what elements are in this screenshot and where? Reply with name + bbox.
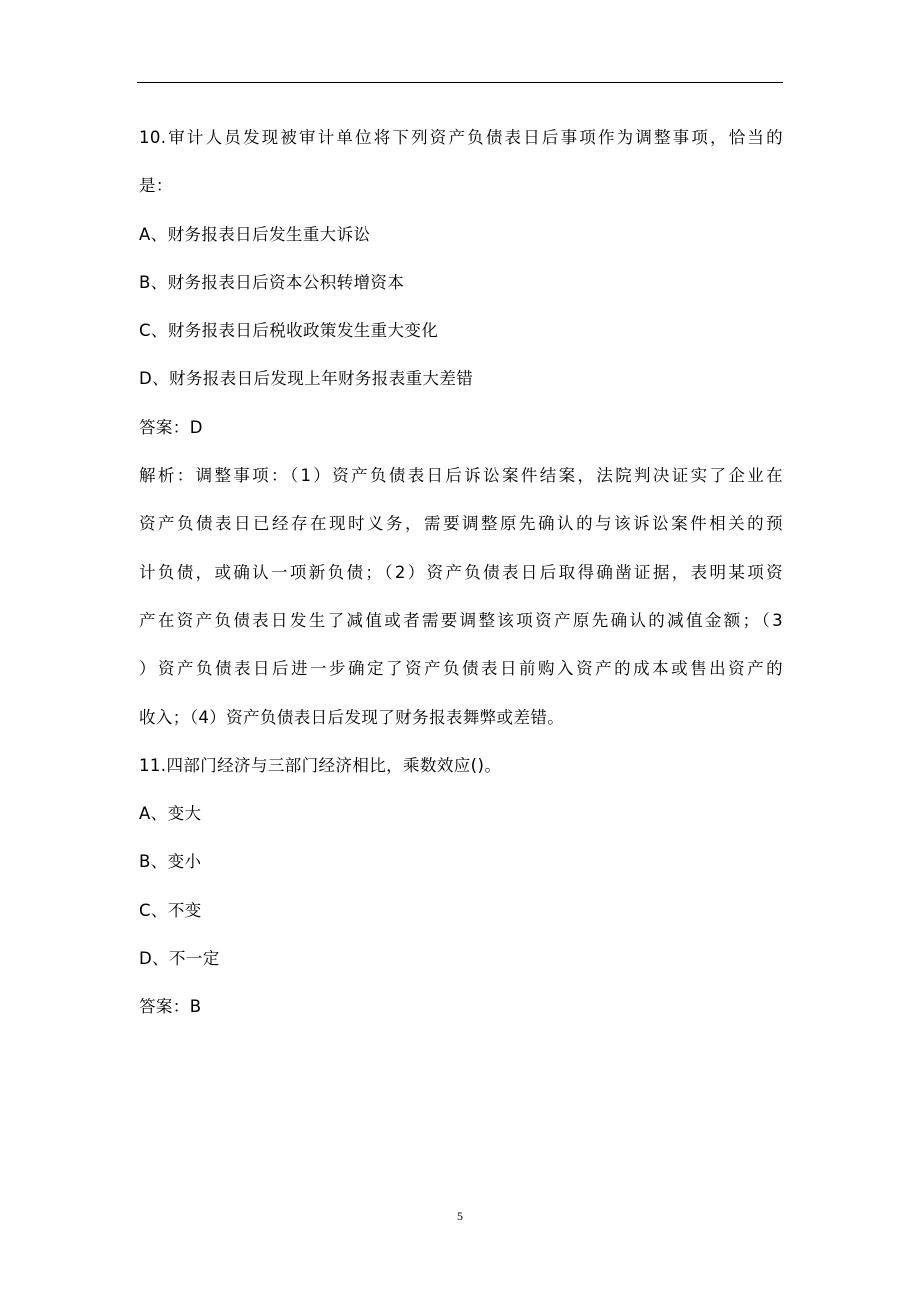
question-stem: 11.四部门经济与三部门经济相比，乘数效应()。 <box>139 755 502 775</box>
question-stem: 是： <box>139 176 173 196</box>
question-stem: 10.审计人员发现被审计单位将下列资产负债表日后事项作为调整事项，恰当的 <box>139 128 783 147</box>
analysis-line: 解析：调整事项：（1）资产负债表日后诉讼案件结案，法院判决证实了企业在 <box>139 466 783 486</box>
option-a: A、变大 <box>139 804 202 824</box>
question-10 <box>139 114 783 742</box>
option-b: B、财务报表日后资本公积转增资本 <box>139 272 405 292</box>
option-c: C、不变 <box>139 900 202 920</box>
option-c: C、财务报表日后税收政策发生重大变化 <box>139 321 439 341</box>
option-a: A、财务报表日后发生重大诉讼 <box>139 224 371 244</box>
option-b: B、变小 <box>139 852 202 872</box>
analysis-line: 产在资产负债表日发生了减值或者需要调整该项资产原先确认的减值金额；（3 <box>139 610 783 630</box>
page-number: 5 <box>457 1209 463 1223</box>
question-11 <box>139 742 783 1032</box>
analysis-line: 资产负债表日已经存在现时义务，需要调整原先确认的与该诉讼案件相关的预 <box>139 514 783 534</box>
header-rule <box>137 82 783 83</box>
analysis-line: ）资产负债表日后进一步确定了资产负债表日前购入资产的成本或售出资产的 <box>139 659 783 679</box>
answer: 答案：D <box>139 417 203 437</box>
option-d: D、财务报表日后发现上年财务报表重大差错 <box>139 369 474 389</box>
option-d: D、不一定 <box>139 949 220 969</box>
answer: 答案：B <box>139 997 202 1017</box>
analysis-line: 计负债，或确认一项新负债；（2）资产负债表日后取得确凿证据，表明某项资 <box>139 562 783 582</box>
analysis-line: 收入；（4）资产负债表日后发现了财务报表舞弊或差错。 <box>139 707 565 727</box>
page-content <box>139 114 783 1032</box>
